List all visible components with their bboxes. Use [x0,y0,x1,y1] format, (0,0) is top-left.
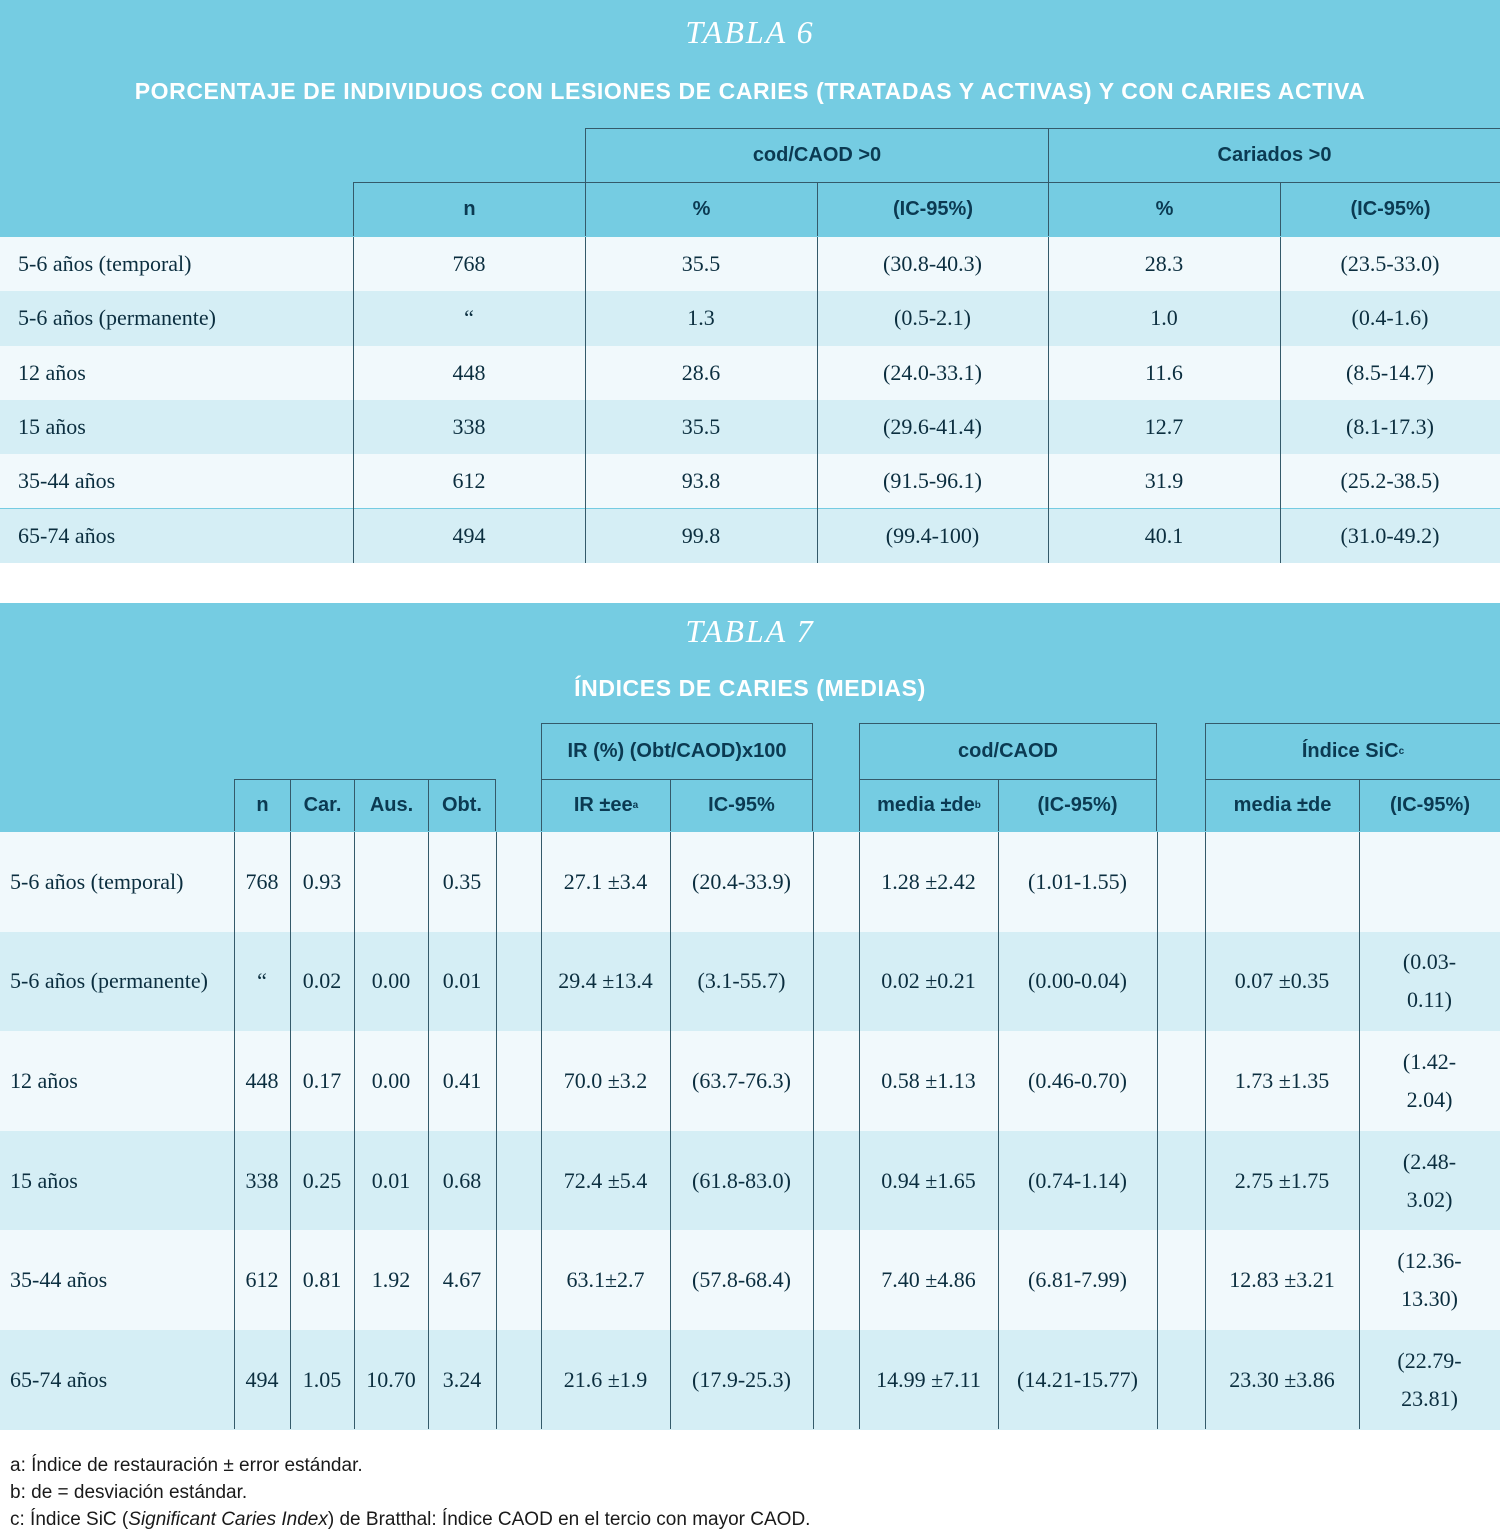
t7-cell-aus [354,832,428,932]
t7-cell-age: 5-6 años (temporal) [10,868,184,894]
t6-sub-ic-2: (IC-95%) [1280,182,1500,236]
t6-cell-pct-cariados: 1.0 [1150,305,1178,331]
t6-cell-pct-cariados: 12.7 [1144,414,1184,440]
t6-cell-pct-cod: 93.8 [681,468,721,494]
table7-title: ÍNDICES DE CARIES (MEDIAS) [574,675,926,701]
t6-sub-pct-2: % [1048,182,1280,236]
t7-column-divider [354,832,355,1429]
t6-sub-n: n [353,182,585,236]
t6-cell-ic-cariados: (25.2-38.5) [1340,468,1440,494]
t6-column-divider [585,237,586,563]
t7-sub-ir-label: IR ±ee [573,794,633,816]
t7-group-ir: IR (%) (Obt/CAOD)x100 [541,723,813,779]
t6-cell-n: 448 [452,359,486,385]
t7-cell-sic-ic [1359,832,1500,932]
footnote-c [10,1506,810,1533]
t6-sub-pct-1: % [585,182,817,236]
t7-cell-age: 12 años [10,1067,78,1093]
t7-sub-ic-sic: (IC-95%) [1359,779,1500,831]
t7-sub-media-de-label: media ±de [877,794,975,816]
t7-cell-cod-ic: (0.46-0.70) [1028,1067,1127,1093]
t6-cell-pct-cod: 35.5 [681,251,721,277]
t7-sub-ir [541,779,670,831]
t7-cell-aus: 0.00 [371,1067,411,1093]
t6-cell-pct-cod: 99.8 [681,522,721,548]
t7-column-divider [541,832,542,1429]
table6-title: PORCENTAJE DE INDIVIDUOS CON LESIONES DE CARIES (TRATADAS Y ACTIVAS) Y CON CARIES ACTIVA [134,78,1366,104]
t7-column-divider [428,832,429,1429]
t6-cell-n: 612 [452,468,486,494]
t6-column-divider [817,237,818,563]
t7-sub-car: Car. [290,779,354,831]
t7-cell-age: 5-6 años (permanente) [10,968,208,994]
t7-cell-car: 1.05 [302,1366,342,1392]
t7-cell-media-de: 1.28 ±2.42 [881,868,976,894]
t7-column-divider [670,832,671,1429]
t7-sub-ic-2: (IC-95%) [998,779,1157,831]
t6-cell-ic-cariados: (8.1-17.3) [1346,414,1434,440]
t7-cell-age: 15 años [10,1167,78,1193]
t6-cell-ic-cod: (30.8-40.3) [883,251,982,277]
t6-cell-ic-cariados: (8.5-14.7) [1346,359,1434,385]
t7-sub-n: n [234,779,290,831]
t7-sub-media-de [859,779,998,831]
t7-cell-sic-media: 12.83 ±3.21 [1229,1267,1335,1293]
t6-cell-ic-cariados: (23.5-33.0) [1340,251,1440,277]
t7-cell-aus: 0.01 [371,1167,411,1193]
t7-cell-n: 338 [245,1167,279,1193]
t6-cell-age: 65-74 años [18,522,116,548]
t6-cell-age: 12 años [18,359,86,385]
t6-group-cariados: Cariados >0 [1048,128,1500,182]
t7-cell-cod-ic: (14.21-15.77) [1017,1366,1138,1392]
t7-cell-ir: 27.1 ±3.4 [563,868,648,894]
t6-cell-age: 5-6 años (temporal) [18,251,192,277]
t6-cell-n: “ [464,305,474,331]
t7-cell-media-de: 14.99 ±7.11 [876,1366,981,1392]
t6-column-divider [1280,237,1281,563]
t6-cell-pct-cariados: 28.3 [1144,251,1184,277]
t7-cell-sic-media: 1.73 ±1.35 [1234,1067,1330,1093]
t7-sub-ir-sup: a [632,800,639,811]
t7-cell-age: 35-44 años [10,1267,108,1293]
t6-cell-pct-cariados: 40.1 [1144,522,1184,548]
t7-cell-ir-ic: (61.8-83.0) [692,1167,791,1193]
t7-cell-car: 0.02 [302,968,342,994]
t7-cell-media-de: 0.02 ±0.21 [881,968,976,994]
t7-group-sic-sup: c [1398,746,1405,757]
t7-column-divider [234,832,235,1429]
t6-cell-ic-cod: (91.5-96.1) [883,468,982,494]
t7-column-divider [813,832,814,1429]
t6-cell-age: 35-44 años [18,468,116,494]
t6-cell-age: 15 años [18,414,86,440]
t7-column-divider [1205,832,1206,1429]
t7-column-divider [1359,832,1360,1429]
t6-cell-ic-cariados: (0.4-1.6) [1351,305,1429,331]
t7-column-divider [859,832,860,1429]
t6-column-divider [353,237,354,563]
t6-cell-ic-cariados: (31.0-49.2) [1340,522,1440,548]
t7-group-sic [1205,723,1500,779]
t6-cell-n: 768 [452,251,486,277]
t7-cell-aus: 1.92 [371,1267,411,1293]
footnote-c-italic: Significant Caries Index [128,1509,328,1530]
t7-cell-n: 448 [245,1067,279,1093]
t6-cell-n: 494 [452,522,486,548]
t6-column-divider [1048,237,1049,563]
t7-cell-ir: 29.4 ±13.4 [558,968,653,994]
footnote-b: b: de = desviación estándar. [10,1482,248,1503]
t7-cell-car: 0.25 [302,1167,342,1193]
t7-sub-media-de-sup: b [974,800,981,811]
t7-cell-obt: 4.67 [442,1267,482,1293]
t7-cell-sic-ic: (12.36-13.30) [1397,1248,1462,1312]
t7-cell-media-de: 7.40 ±4.86 [881,1267,976,1293]
t7-sub-media-de-sic: media ±de [1205,779,1359,831]
t7-cell-ir-ic: (3.1-55.7) [697,968,786,994]
t6-group-cod-caod: cod/CAOD >0 [585,128,1048,182]
t7-cell-cod-ic: (0.00-0.04) [1028,968,1127,994]
t7-cell-ir: 70.0 ±3.2 [563,1067,648,1093]
t6-cell-ic-cod: (99.4-100) [885,522,980,548]
t6-cell-pct-cod: 35.5 [681,414,721,440]
t7-cell-cod-ic: (1.01-1.55) [1028,868,1127,894]
t7-cell-ir: 63.1±2.7 [566,1267,645,1293]
t6-cell-pct-cod: 28.6 [681,359,721,385]
t7-cell-aus: 10.70 [366,1366,416,1392]
t7-sub-aus: Aus. [354,779,428,831]
t7-cell-obt: 0.41 [442,1067,482,1093]
t7-cell-obt: 0.01 [442,968,482,994]
t6-cell-pct-cariados: 11.6 [1145,359,1183,385]
t7-column-divider [290,832,291,1429]
t7-cell-media-de: 0.58 ±1.13 [881,1067,976,1093]
t6-cell-ic-cod: (0.5-2.1) [894,305,971,331]
t7-cell-obt: 0.35 [442,868,482,894]
t7-cell-n: “ [257,968,267,994]
footnote-a: a: Índice de restauración ± error estándar. [10,1455,363,1476]
table7-label: TABLA 7 [685,613,815,649]
footnote-c-suffix: ) de Bratthal: Índice CAOD en el tercio con mayor CAOD. [327,1509,811,1530]
table6-block [0,0,1500,563]
t7-cell-sic-ic: (22.79-23.81) [1397,1347,1462,1411]
t7-cell-n: 494 [245,1366,279,1392]
t7-cell-sic-ic: (0.03-0.11) [1402,949,1457,1013]
t7-cell-ir: 72.4 ±5.4 [563,1167,648,1193]
t7-cell-car: 0.93 [302,868,342,894]
t7-cell-media-de: 0.94 ±1.65 [881,1167,976,1193]
t7-cell-sic-media: 23.30 ±3.86 [1229,1366,1335,1392]
t7-group-sic-label: Índice SiC [1301,740,1399,762]
t7-cell-ir-ic: (57.8-68.4) [692,1267,791,1293]
t7-cell-obt: 3.24 [442,1366,482,1392]
footnote-c-prefix: c: Índice SiC ( [10,1509,129,1530]
t7-cell-car: 0.17 [302,1067,342,1093]
t7-cell-n: 612 [245,1267,279,1293]
footnotes [10,1452,810,1533]
t6-cell-ic-cod: (29.6-41.4) [883,414,982,440]
t6-cell-pct-cod: 1.3 [687,305,715,331]
t6-cell-pct-cariados: 31.9 [1144,468,1184,494]
t7-cell-ir: 21.6 ±1.9 [563,1366,648,1392]
t7-cell-sic-media: 2.75 ±1.75 [1234,1167,1330,1193]
t7-column-divider [998,832,999,1429]
t7-cell-n: 768 [245,868,279,894]
t7-column-divider [1157,832,1158,1429]
t6-cell-age: 5-6 años (permanente) [18,305,216,331]
t6-cell-ic-cod: (24.0-33.1) [883,359,982,385]
t7-cell-cod-ic: (6.81-7.99) [1028,1267,1127,1293]
t7-group-cod-caod: cod/CAOD [859,723,1157,779]
t7-cell-sic-media [1205,832,1359,932]
t7-cell-obt: 0.68 [442,1167,482,1193]
t7-cell-car: 0.81 [302,1267,342,1293]
t6-cell-n: 338 [452,414,486,440]
t7-column-divider [496,832,497,1429]
t7-cell-ir-ic: (63.7-76.3) [692,1067,791,1093]
t7-cell-aus: 0.00 [371,968,411,994]
t7-cell-ir-ic: (17.9-25.3) [692,1366,791,1392]
t7-cell-ir-ic: (20.4-33.9) [692,868,791,894]
table7-block [0,603,1500,1429]
t7-sub-ic: IC-95% [670,779,813,831]
t6-sub-ic-1: (IC-95%) [817,182,1048,236]
t7-cell-sic-ic: (1.42-2.04) [1402,1048,1457,1112]
t7-cell-cod-ic: (0.74-1.14) [1028,1167,1127,1193]
t7-sub-obt: Obt. [428,779,496,831]
t7-cell-sic-media: 0.07 ±0.35 [1234,968,1330,994]
t7-cell-age: 65-74 años [10,1366,108,1392]
table6-label: TABLA 6 [685,14,815,50]
t7-cell-sic-ic: (2.48-3.02) [1402,1148,1457,1212]
